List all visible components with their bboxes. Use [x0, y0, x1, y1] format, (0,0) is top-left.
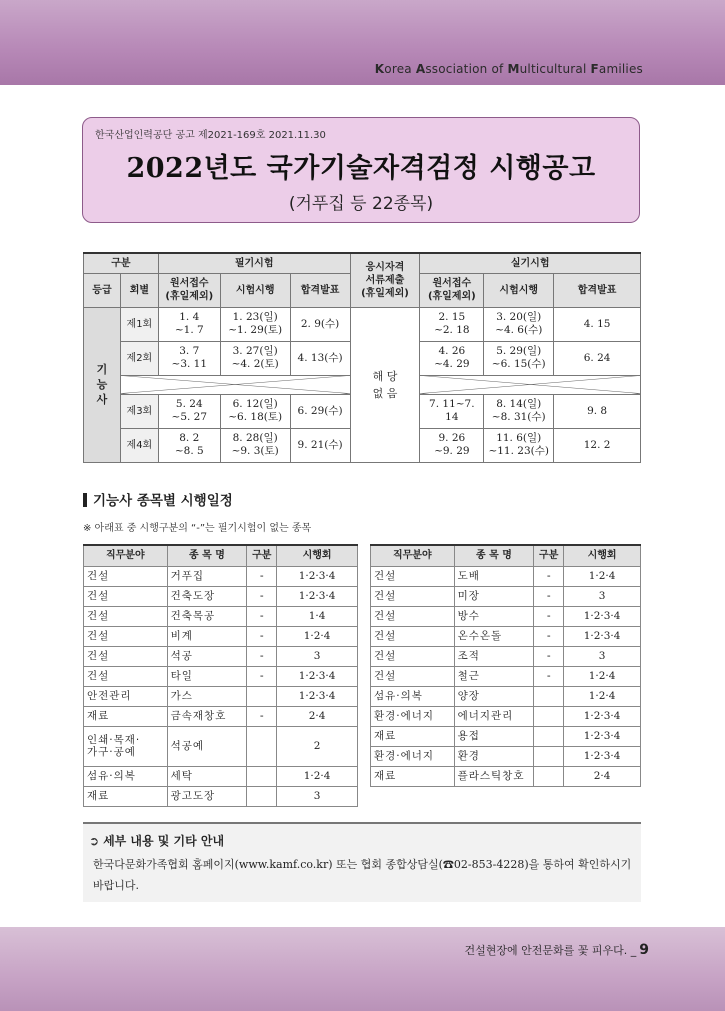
h-p-apply: 원서접수 (휴일제외) — [420, 273, 484, 307]
cell-item: 거푸집 — [167, 566, 247, 586]
cell-field: 건설 — [84, 626, 168, 646]
round-name: 제4회 — [120, 428, 158, 462]
list-row — [84, 686, 358, 706]
written-apply: 8. 2 ~8. 5 — [158, 428, 220, 462]
written-exam: 6. 12(일) ~6. 18(토) — [220, 394, 290, 428]
org-name: Korea Association of Multicultural Families — [374, 62, 643, 76]
cell-rounds: 1·2·4 — [564, 666, 641, 686]
written-exam: 1. 23(일) ~1. 29(토) — [220, 307, 290, 341]
header-band — [0, 0, 725, 85]
h-grade: 등급 — [84, 273, 121, 307]
list-row — [371, 626, 641, 646]
practical-exam: 5. 29(일) ~6. 15(수) — [484, 341, 554, 375]
cell-field: 안전관리 — [84, 686, 168, 706]
cell-type: - — [534, 626, 564, 646]
written-result: 6. 29(수) — [290, 394, 350, 428]
cell-item: 플라스틱창호 — [454, 766, 534, 786]
cell-type — [534, 766, 564, 786]
cell-rounds: 3 — [277, 786, 358, 806]
cell-item: 타일 — [167, 666, 247, 686]
round-name: 제2회 — [120, 341, 158, 375]
cell-field: 건설 — [84, 646, 168, 666]
cell-item: 조적 — [454, 646, 534, 666]
cell-item: 미장 — [454, 586, 534, 606]
cell-field: 인쇄·목재· 가구·공예 — [84, 726, 168, 766]
cell-item: 양장 — [454, 686, 534, 706]
h-w-apply: 원서접수 (휴일제외) — [158, 273, 220, 307]
arrow-icon: ➲ — [89, 834, 100, 848]
list-row — [371, 606, 641, 626]
cell-rounds: 2·4 — [277, 706, 358, 726]
cell-rounds: 1·2·3·4 — [277, 686, 358, 706]
written-result: 4. 13(수) — [290, 341, 350, 375]
cell-item: 금속재창호 — [167, 706, 247, 726]
written-result: 9. 21(수) — [290, 428, 350, 462]
h-written: 필기시험 — [158, 253, 350, 273]
crossed-cell — [420, 375, 641, 394]
list-row — [84, 566, 358, 586]
cell-type — [247, 686, 277, 706]
cell-field: 건설 — [84, 666, 168, 686]
exam-schedule-table — [83, 252, 641, 463]
list-row — [84, 626, 358, 646]
cell-rounds: 1·2·3·4 — [277, 666, 358, 686]
section-note: ※ 아래표 중 시행구분의 “-”는 필기시험이 없는 종목 — [83, 523, 312, 534]
cell-item: 철근 — [454, 666, 534, 686]
title-box — [82, 117, 640, 223]
h-round: 회별 — [120, 273, 158, 307]
h-p-result: 합격발표 — [554, 273, 641, 307]
cell-item: 세탁 — [167, 766, 247, 786]
cell-rounds: 3 — [564, 586, 641, 606]
cell-rounds: 1·2·3·4 — [277, 586, 358, 606]
h-w-result: 합격발표 — [290, 273, 350, 307]
cell-item: 건축목공 — [167, 606, 247, 626]
page-subtitle: (거푸집 등 22종목) — [288, 194, 434, 214]
item-list-right — [370, 544, 641, 787]
list-row — [84, 586, 358, 606]
section-bar-icon — [83, 493, 87, 507]
cell-rounds: 1·2·4 — [277, 766, 358, 786]
cell-item: 방수 — [454, 606, 534, 626]
h-field: 직무분야 — [371, 545, 455, 566]
practical-result: 9. 8 — [554, 394, 641, 428]
cell-field: 재료 — [84, 706, 168, 726]
cell-item: 광고도장 — [167, 786, 247, 806]
list-row — [371, 766, 641, 786]
cell-item: 가스 — [167, 686, 247, 706]
cell-item: 건축도장 — [167, 586, 247, 606]
cell-type — [247, 726, 277, 766]
practical-result: 6. 24 — [554, 341, 641, 375]
cell-field: 재료 — [371, 766, 455, 786]
cell-field: 건설 — [371, 586, 455, 606]
info-title: ➲ 세부 내용 및 기타 안내 — [89, 834, 225, 848]
cell-rounds: 1·2·3·4 — [564, 746, 641, 766]
cell-rounds: 1·2·3·4 — [564, 726, 641, 746]
list-row — [84, 786, 358, 806]
h-p-exam: 시험시행 — [484, 273, 554, 307]
cell-type — [534, 706, 564, 726]
cell-rounds: 2 — [277, 726, 358, 766]
cell-item: 환경 — [454, 746, 534, 766]
grade-cell: 기 능 사 — [84, 307, 121, 462]
cell-rounds: 1·2·4 — [564, 566, 641, 586]
practical-exam: 8. 14(일) ~8. 31(수) — [484, 394, 554, 428]
practical-result: 12. 2 — [554, 428, 641, 462]
cell-rounds: 3 — [277, 646, 358, 666]
h-w-exam: 시험시행 — [220, 273, 290, 307]
cell-item: 용접 — [454, 726, 534, 746]
cell-field: 환경·에너지 — [371, 746, 455, 766]
h-type: 구분 — [534, 545, 564, 566]
page-title: 2022년도 국가기술자격검정 시행공고 — [126, 153, 596, 184]
round-row-1 — [84, 307, 641, 341]
cell-type: - — [534, 566, 564, 586]
list-row — [84, 666, 358, 686]
cell-type: - — [247, 606, 277, 626]
cell-field: 건설 — [84, 566, 168, 586]
cell-field: 환경·에너지 — [371, 706, 455, 726]
written-apply: 5. 24 ~5. 27 — [158, 394, 220, 428]
cell-type — [534, 746, 564, 766]
round-name: 제3회 — [120, 394, 158, 428]
cell-item: 비계 — [167, 626, 247, 646]
cell-item: 에너지관리 — [454, 706, 534, 726]
h-type: 구분 — [247, 545, 277, 566]
list-row — [371, 566, 641, 586]
cell-rounds: 1·2·4 — [564, 686, 641, 706]
list-row — [84, 606, 358, 626]
footer-slogan: 건설현장에 안전문화를 꽃 피우다. _ 9 — [464, 942, 649, 958]
cell-type: - — [534, 666, 564, 686]
list-row — [371, 686, 641, 706]
practical-exam: 3. 20(일) ~4. 6(수) — [484, 307, 554, 341]
cell-rounds: 1·2·3·4 — [277, 566, 358, 586]
cell-type: - — [247, 586, 277, 606]
cell-field: 건설 — [371, 626, 455, 646]
list-row — [84, 706, 358, 726]
cell-type: - — [247, 666, 277, 686]
written-result: 2. 9(수) — [290, 307, 350, 341]
cell-rounds: 1·2·4 — [277, 626, 358, 646]
info-text: 한국다문화가족협회 홈페이지(www.kamf.co.kr) 또는 협회 종합상담실(☎02-853-4228)을 통하여 확인하시기 바랍니다. — [93, 858, 632, 892]
cell-rounds: 3 — [564, 646, 641, 666]
cell-field: 섬유·의복 — [84, 766, 168, 786]
list-row — [371, 746, 641, 766]
cell-type — [534, 686, 564, 706]
written-exam: 3. 27(일) ~4. 2(토) — [220, 341, 290, 375]
cell-field: 건설 — [84, 586, 168, 606]
cell-type — [247, 766, 277, 786]
practical-apply: 4. 26 ~4. 29 — [420, 341, 484, 375]
h-practical: 실기시험 — [420, 253, 641, 273]
cell-rounds: 1·2·3·4 — [564, 706, 641, 726]
cell-field: 섬유·의복 — [371, 686, 455, 706]
list-row — [371, 726, 641, 746]
cell-rounds: 1·4 — [277, 606, 358, 626]
cell-field: 건설 — [84, 606, 168, 626]
cell-rounds: 1·2·3·4 — [564, 606, 641, 626]
h-rounds: 시행회 — [277, 545, 358, 566]
practical-result: 4. 15 — [554, 307, 641, 341]
written-exam: 8. 28(일) ~9. 3(토) — [220, 428, 290, 462]
h-item: 종 목 명 — [167, 545, 247, 566]
practical-apply: 7. 11~7. 14 — [420, 394, 484, 428]
practical-apply: 9. 26 ~9. 29 — [420, 428, 484, 462]
written-apply: 3. 7 ~3. 11 — [158, 341, 220, 375]
cell-type: - — [247, 646, 277, 666]
cell-type: - — [534, 606, 564, 626]
round-name: 제1회 — [120, 307, 158, 341]
cell-item: 석공예 — [167, 726, 247, 766]
list-row — [371, 646, 641, 666]
h-field: 직무분야 — [84, 545, 168, 566]
item-list-left — [83, 544, 358, 807]
section-title: 기능사 종목별 시행일정 — [83, 489, 233, 509]
cell-field: 건설 — [371, 606, 455, 626]
cell-field: 재료 — [371, 726, 455, 746]
cell-field: 건설 — [371, 566, 455, 586]
written-apply: 1. 4 ~1. 7 — [158, 307, 220, 341]
practical-apply: 2. 15 ~2. 18 — [420, 307, 484, 341]
cell-type: - — [247, 566, 277, 586]
h-docs: 응시자격 서류제출 (휴일제외) — [350, 253, 420, 307]
cell-rounds: 2·4 — [564, 766, 641, 786]
practical-exam: 11. 6(일) ~11. 23(수) — [484, 428, 554, 462]
notice-number: 한국산업인력공단 공고 제2021-169호 2021.11.30 — [95, 130, 326, 141]
list-row — [84, 646, 358, 666]
page-number: 9 — [639, 942, 649, 958]
cell-rounds: 1·2·3·4 — [564, 626, 641, 646]
list-row — [84, 766, 358, 786]
cell-item: 석공 — [167, 646, 247, 666]
cell-type — [247, 786, 277, 806]
cell-type: - — [534, 646, 564, 666]
cell-item: 온수온돌 — [454, 626, 534, 646]
cell-field: 건설 — [371, 666, 455, 686]
h-category: 구분 — [84, 253, 159, 273]
cell-type — [534, 726, 564, 746]
docs-value: 해 당 없 음 — [350, 307, 420, 462]
list-row — [371, 706, 641, 726]
list-row — [84, 726, 358, 766]
h-item: 종 목 명 — [454, 545, 534, 566]
cell-item: 도배 — [454, 566, 534, 586]
footer-band — [0, 927, 725, 1011]
cell-type: - — [247, 706, 277, 726]
crossed-cell — [120, 375, 350, 394]
list-row — [371, 666, 641, 686]
cell-type: - — [247, 626, 277, 646]
cell-field: 건설 — [371, 646, 455, 666]
info-box — [83, 822, 641, 902]
list-row — [371, 586, 641, 606]
cell-type: - — [534, 586, 564, 606]
cell-field: 재료 — [84, 786, 168, 806]
h-rounds: 시행회 — [564, 545, 641, 566]
